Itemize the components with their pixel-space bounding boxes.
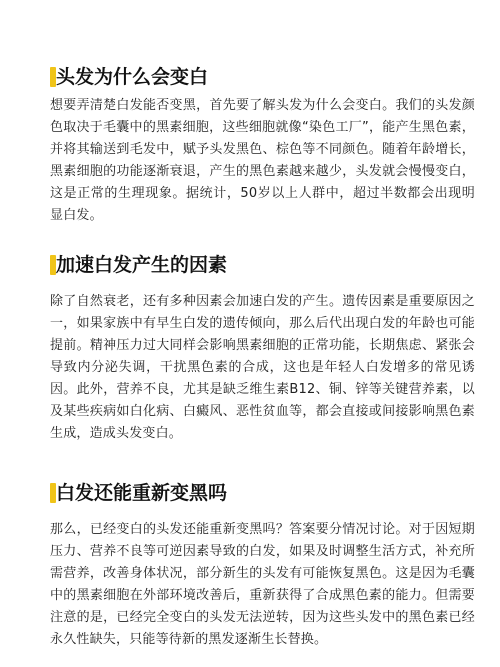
- section-can-white-hair-turn-black: [0, 478, 500, 647]
- section-title: 白发还能重新变黑吗: [56, 482, 228, 504]
- section-paragraph: 除了自然衰老，还有多种因素会加速白发的产生。遗传因素是重要原因之一，如果家族中有早生白发的遗传倾向，那么后代出现白发的年龄也可能提前。精神压力过大同样会影响黑素细胞的正常功能，长期焦虑、紧张会导致内分泌失调，干扰黑色素的合成，这也是年轻人白发增多的常见诱因。此外，营养不良，尤其是缺乏维生素B12、铜、锌等关键营养素，以及某些疾病如白化病、白癜风、恶性贫血等，都会直接或间接影响黑色素生成，造成头发变白。: [50, 294, 475, 441]
- section-paragraph: 想要弄清楚白发能否变黑，首先要了解头发为什么会变白。我们的头发颜色取决于毛囊中的黑素细胞，这些细胞就像“染色工厂”，能产生黑色素，并将其输送到毛发中，赋予头发黑色、棕色等不同颜色。随着年龄增长，黑素细胞的功能逐渐衰退，产生的黑色素越来越少，头发就会慢慢变白，这是正常的生理现象。据统计，50岁以上人群中，超过半数都会出现明显白发。: [50, 98, 475, 223]
- section-accelerating-factors: [0, 250, 500, 441]
- section-title: 头发为什么会变白: [56, 66, 209, 88]
- section-why-hair-turns-white: [0, 62, 500, 223]
- section-heading: [50, 62, 500, 92]
- section-paragraph: 那么，已经变白的头发还能重新变黑吗？答案要分情况讨论。对于因短期压力、营养不良等可逆因素导致的白发，如果及时调整生活方式，补充所需营养，改善身体状况，部分新生的头发有可能恢复黑色。这是因为毛囊中的黑素细胞在外部环境改善后，重新获得了合成黑色素的能力。但需要注意的是，已经完全变白的头发无法逆转，因为这些头发中的黑色素已经永久性缺失，只能等待新的黑发逐渐生长替换。: [50, 522, 475, 647]
- section-heading: [50, 250, 500, 280]
- section-title: 加速白发产生的因素: [56, 254, 228, 276]
- section-heading: [50, 478, 500, 508]
